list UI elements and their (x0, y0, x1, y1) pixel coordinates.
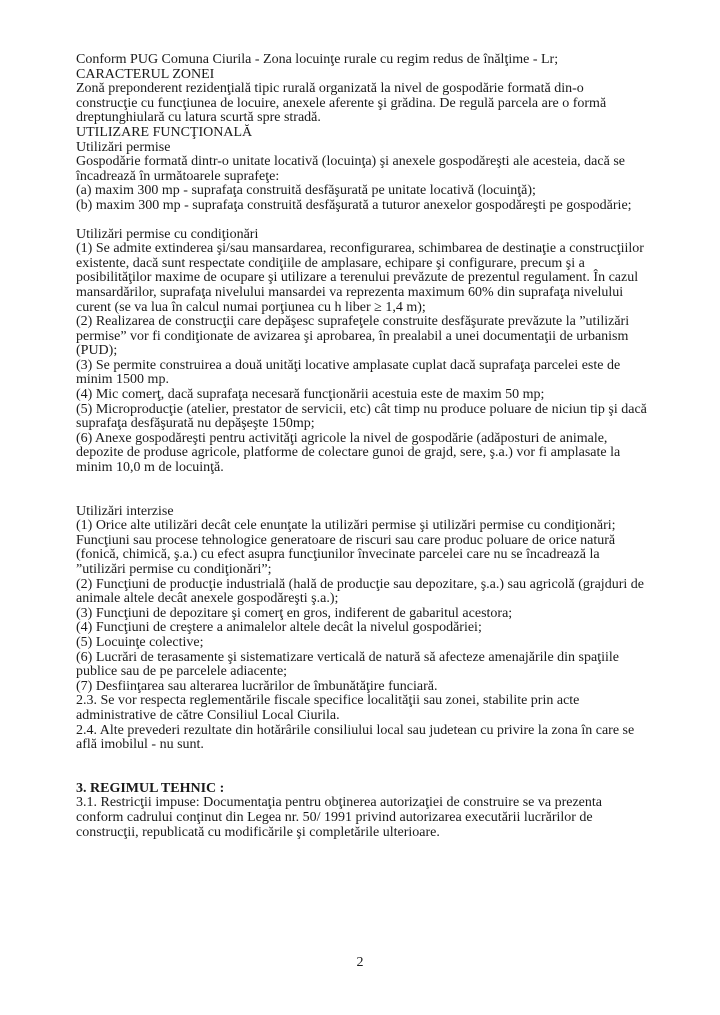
list-item: (7) Desfiinţarea sau alterarea lucrărilor de îmbunătăţire funciară. (76, 678, 438, 694)
list-item: (1) Se admite extinderea şi/sau mansardarea, reconfigurarea, schimbarea de destinaţie a construcţiilor (76, 241, 644, 257)
list-item: (1) Orice alte utilizări decât cele enunţate la utilizări permise şi utilizări permise cu condiţionări; (76, 518, 616, 534)
paragraph-line: posibilităţilor maxime de ocupare şi utilizare a terenului prevăzute de prezentul regulament. În cazul (76, 270, 639, 286)
paragraph-line: animale altele decât anexele gospodăreşti ş.a.); (76, 591, 339, 607)
paragraph-line: conform cadrului conţinut din Legea nr. 50/ 1991 privind autorizarea executării lucrărilor de (76, 809, 593, 825)
paragraph-line: 2.4. Alte prevederi rezultate din hotărârile consiliului local sau judetean cu privire la zona în care se (76, 722, 635, 738)
document-body (76, 53, 666, 840)
paragraph-line: Gospodărie formată dintr-o unitate locativă (locuinţa) şi anexele gospodăreşti ale acesteia, dacă se (76, 154, 625, 170)
paragraph-line: (PUD); (76, 343, 118, 359)
list-item: (b) maxim 300 mp - suprafaţa construită desfăşurată a tuturor anexelor gospodăreşti pe gospodărie; (76, 197, 632, 213)
list-item: (6) Lucrări de terasamente şi sistematizare verticală de natură să afecteze amenajările din spaţiile (76, 649, 619, 665)
list-item: (4) Funcţiuni de creştere a animalelor altele decât la nivelul gospodăriei; (76, 620, 482, 636)
paragraph-line: minim 1500 mp. (76, 372, 169, 388)
paragraph-line: 3.1. Restricţii impuse: Documentaţia pentru obţinerea autorizaţiei de construire se va prezenta (76, 795, 602, 811)
list-item: (5) Microproducţie (atelier, prestator de servicii, etc) cât timp nu produce poluare de niciun tip şi dacă (76, 401, 647, 417)
paragraph-line: administrative de către Consiliul Local Ciurila. (76, 707, 340, 723)
zone-title: Conform PUG Comuna Ciurila - Zona locuinţe rurale cu regim redus de înălţime - Lr; (76, 52, 559, 67)
paragraph-line: construcţii, republicată cu modificările şi completările ulterioare. (76, 824, 440, 840)
paragraph-spacer (76, 214, 666, 228)
paragraph-line: permise” vor fi condiţionate de avizarea şi aprobarea, în prealabil a unei documentaţii de urbanism (76, 328, 629, 344)
list-item: (3) Se permite construirea a două unităţi locative amplasate cuplat dacă suprafaţa parcelei este de (76, 357, 621, 373)
list-item: (4) Mic comerţ, dacă suprafaţa necesară funcţionării acestuia este de maxim 50 mp; (76, 387, 545, 403)
paragraph-line: depozite de produse agricole, platforme de colectare gunoi de grajd, sere, ş.a.) vor fi amplasate la (76, 445, 621, 461)
list-item: (5) Locuinţe colective; (76, 634, 204, 650)
paragraph-spacer (76, 753, 666, 782)
list-item: (2) Realizarea de construcţii care depăşesc suprafeţele construite desfăşurate prevăzute la ”utilizări (76, 314, 630, 330)
paragraph-line: minim 10,0 m de locuinţă. (76, 460, 224, 476)
section-heading-zone-character: CARACTERUL ZONEI (76, 66, 215, 82)
paragraph-line: publice sau de pe parcelele adiacente; (76, 664, 288, 680)
paragraph-line: (fonică, chimică, ş.a.) cu efect asupra funcţiunilor învecinate parcelei care nu se încadrează la (76, 547, 600, 563)
page-number: 2 (356, 955, 364, 970)
paragraph-line: construcţie cu funcţiunea de locuire, anexele aferente şi grădina. De regulă parcela are o formă (76, 95, 607, 111)
paragraph-line: Funcţiuni sau procese tehnologice generatoare de riscuri sau care produc poluare de orice natură (76, 532, 616, 548)
list-item: (3) Funcţiuni de depozitare şi comerţ en gros, indiferent de gabaritul acestora; (76, 605, 513, 621)
paragraph-line: află imobilul - nu sunt. (76, 737, 204, 753)
paragraph-line: existente, dacă sunt respectate condiţiile de amplasare, echipare şi configurare, precum şi a (76, 255, 585, 271)
subheading-permitted-uses: Utilizări permise (76, 139, 171, 155)
list-item: (2) Funcţiuni de producţie industrială (hală de producţie sau depozitare, ş.a.) sau agricolă (grajduri de (76, 576, 644, 592)
paragraph-line: încadrează în următoarele suprafeţe: (76, 168, 280, 184)
list-item: (a) maxim 300 mp - suprafaţa construită desfăşurată pe unitate locativă (locuinţă); (76, 183, 536, 199)
paragraph-spacer (76, 476, 666, 505)
subheading-conditional-uses: Utilizări permise cu condiţionări (76, 226, 259, 242)
paragraph-line: curent (se va lua în calcul numai porţiunea cu h liber ≥ 1,4 m); (76, 299, 426, 315)
paragraph-line: mansardărilor, suprafaţa nivelului mansardei va reprezenta maximum 60% din suprafaţa nivelului (76, 284, 624, 300)
subheading-prohibited-uses: Utilizări interzise (76, 503, 174, 519)
paragraph-line: ”utilizări permise cu condiţionări”; (76, 562, 272, 577)
paragraph-line: Zonă preponderent rezidenţială tipic rurală organizată la nivel de gospodărie formată din-o (76, 81, 584, 97)
paragraph-line: 2.3. Se vor respecta reglementările fiscale specifice localităţii sau zonei, stabilite prin acte (76, 693, 580, 709)
paragraph-line: suprafaţa desfăşurată nu depăşeşte 150mp; (76, 416, 315, 432)
section-heading-technical-regime: 3. REGIMUL TEHNIC : (76, 780, 225, 796)
list-item: (6) Anexe gospodăreşti pentru activităţi agricole la nivel de gospodărie (adăposturi de animale, (76, 430, 608, 446)
section-heading-functional-use: UTILIZARE FUNCŢIONALĂ (76, 124, 253, 140)
paragraph-line: dreptunghiulară cu latura scurtă spre stradă. (76, 110, 321, 126)
